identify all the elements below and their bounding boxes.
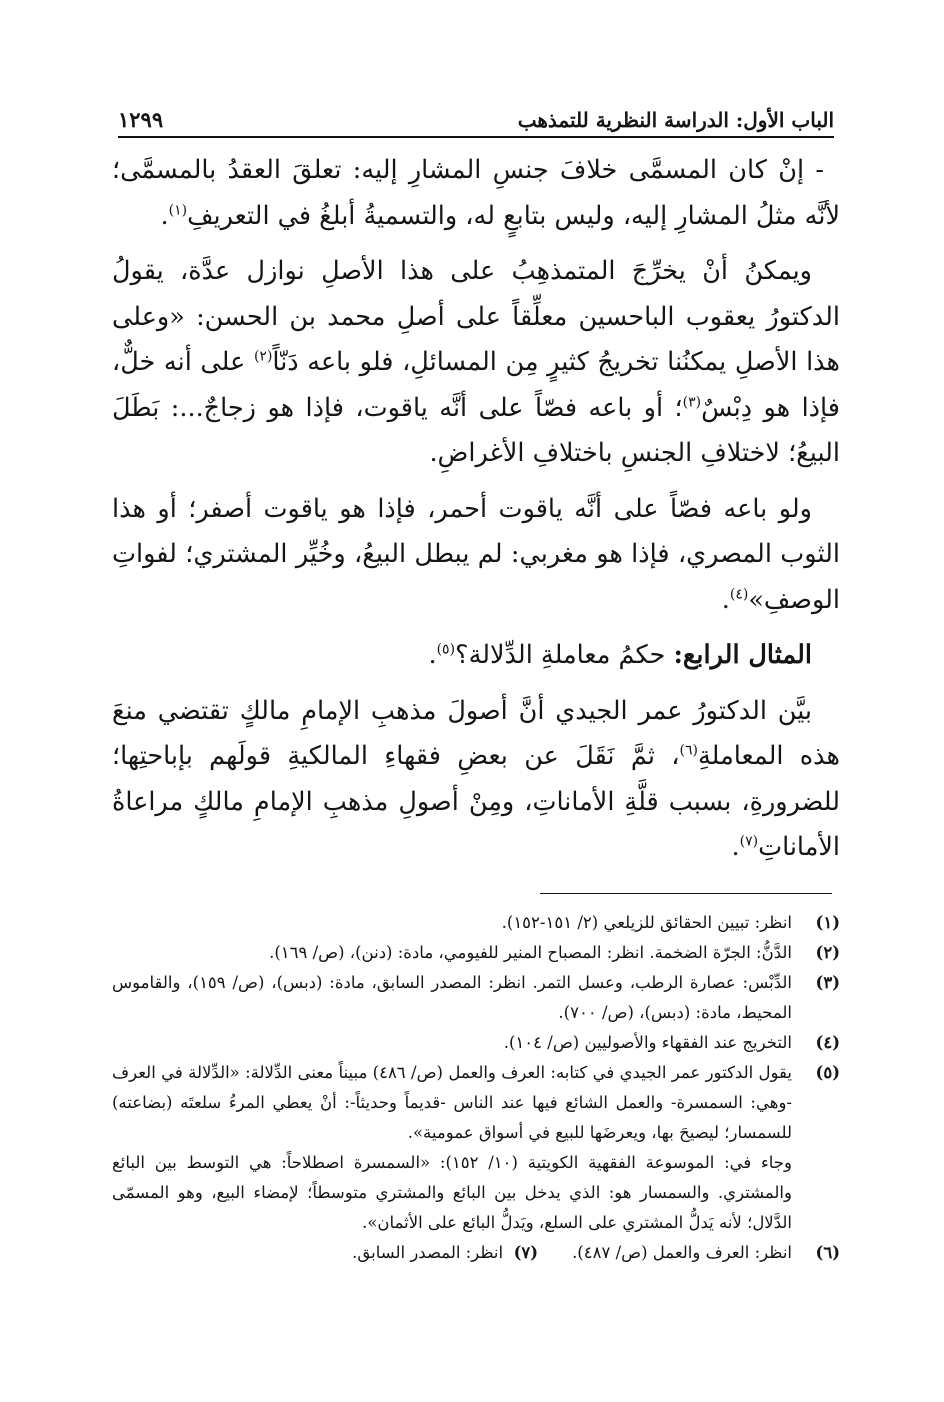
paragraph-text: ويمكنُ أنْ يخرِّجَ المتمذهِبُ على هذا الأصلِ نوازل عدَّة، يقولُ الدكتورُ يعقوب الباحسين معلِّقاً على أصلِ محمد بن الحسن: «وعلى هذا الأصلِ يمكنُنا تخريجُ كثيرٍ مِن المسائلِ، فلو باعه دَنّاً (112, 256, 841, 377)
example-heading (112, 633, 840, 679)
paragraph-text: . (160, 200, 169, 231)
paragraph-1 (112, 148, 840, 239)
footnote-6-7 (112, 1238, 840, 1268)
footnote-6-text: انظر: العرف والعمل (ص/ ٤٨٧). (572, 1243, 792, 1262)
footnote-ref[interactable]: (٥) (436, 641, 456, 658)
main-text (112, 148, 840, 881)
paragraph-text: بيَّن الدكتورُ عمر الجيدي أنَّ أصولَ مذهبِ الإمامِ مالكٍ تقتضي منعَ هذه المعاملةِ (112, 695, 840, 771)
chapter-title: الباب الأول: الدراسة النظرية للتمذهب (517, 108, 834, 132)
footnote-ref[interactable]: (٣) (682, 394, 702, 410)
paragraph-text: . (721, 584, 730, 615)
footnote-3 (112, 968, 840, 1028)
footnote-number: (٣) (815, 973, 840, 992)
footnote-text: الدَّنُّ: الجرّة الضخمة. انظر: المصباح المنير للفيومي، مادة: (دنن)، (ص/ ١٦٩). (269, 943, 792, 962)
paragraph-text: حكمُ معاملةِ الدِّلالة؟ (455, 640, 674, 670)
footnote-number: (٥) (815, 1063, 840, 1082)
paragraph-2 (112, 249, 840, 477)
footnote-5-continuation: وجاء في: الموسوعة الفقهية الكويتية (١٠/ ١٥٢): «السمسرة اصطلاحاً: هي التوسط بين البائع والمشتري. والسمسار هو: الذي يدخل بين البائع والمشتري متوسطاً؛ لإمضاء البيع، وهو المسمّى الدَّلال؛ لأنه يَدلُّ المشتري على السلع، ويَدلُّ البائع على الأثمان». (112, 1153, 792, 1232)
footnote-5 (112, 1058, 840, 1148)
footnote-text: الدِّبْس: عصارة الرطب، وعسل التمر. انظر: المصدر السابق، مادة: (دبس)، (ص/ ١٥٩)، والقاموس المحيط، مادة: (دبس)، (ص/ ٧٠٠). (112, 973, 792, 1022)
footnote-7-number: (٧) (513, 1243, 539, 1262)
page-number: ١٢٩٩ (118, 107, 164, 132)
footnote-text (112, 1238, 792, 1268)
footnote-text: انظر: تبيين الحقائق للزيلعي (٢/ ١٥١-١٥٢). (501, 913, 792, 932)
footnotes (112, 908, 840, 1268)
footnote-divider (540, 893, 832, 894)
running-header (118, 98, 834, 138)
paragraph-text: ولو باعه فصّاً على أنَّه ياقوت أحمر، فإذا هو ياقوت أصفر؛ أو هذا الثوب المصري، فإذا هو مغربي: لم يبطل البيعُ، وخُيِّر المشتري؛ لفواتِ الوصفِ» (112, 493, 840, 615)
paragraph-text: ؛ أو باعه فصّاً على أنَّه ياقوت، فإذا هو زجاجٌ...: بَطَلَ البيعُ؛ لاختلافِ الجنسِ باختلافِ الأغراضِ. (112, 392, 840, 468)
paragraph-text: ، ثمَّ نَقَلَ عن بعضِ فقهاءِ المالكيةِ قولَهم بإباحتِها؛ للضرورةِ، بسبب قلَّةِ الأماناتِ، ومِنْ أصولِ مذهبِ الإمامِ مالكٍ مراعاةُ الأماناتِ (112, 741, 840, 862)
footnote-number: (٢) (815, 943, 840, 962)
footnote-ref[interactable]: (٦) (679, 742, 698, 759)
paragraph-text: على أنه خلٌّ، فإذا هو دِبْسٌ (112, 347, 840, 423)
footnote-2 (112, 938, 840, 968)
paragraph-5 (112, 689, 840, 871)
footnote-text: التخريج عند الفقهاء والأصوليين (ص/ ١٠٤). (503, 1033, 792, 1052)
footnote-1 (112, 908, 840, 938)
footnote-number: (٤) (815, 1033, 840, 1052)
footnote-7-text: انظر: المصدر السابق. (352, 1243, 504, 1262)
paragraph-text: - إنْ كان المسمَّى خلافَ جنسِ المشارِ إليه: تعلقَ العقدُ بالمسمَّى؛ لأنَّه مثلُ المشارِ إليه، وليس بتابعٍ له، والتسميةُ أبلغُ في التعريفِ (112, 155, 840, 231)
footnote-4 (112, 1028, 840, 1058)
footnote-number: (٦) (815, 1243, 840, 1262)
footnote-text: يقول الدكتور عمر الجيدي في كتابه: العرف والعمل (ص/ ٤٨٦) مبيناً معنى الدِّلالة: «الدِّلالة في العرف -وهي: السمسرة- والعمل الشائع فيها عند الناس -قديماً وحديثاً-: أنْ يعطي المرءُ سلعتَه (بضاعته) للسمسار؛ ليصيحَ بها، ويعرضَها للبيع في أسواق عمومية». (112, 1063, 792, 1142)
footnote-number: (١) (815, 913, 840, 932)
paragraph-text: . (731, 832, 740, 862)
footnote-ref[interactable]: (٤) (729, 586, 749, 602)
paragraph-3 (112, 487, 840, 624)
paragraph-text: . (428, 640, 437, 670)
footnote-ref[interactable]: (٢) (253, 348, 273, 365)
footnote-ref[interactable]: (٧) (739, 833, 759, 850)
example-label: المثال الرابع: (673, 640, 812, 670)
footnote-ref[interactable]: (١) (168, 202, 188, 218)
